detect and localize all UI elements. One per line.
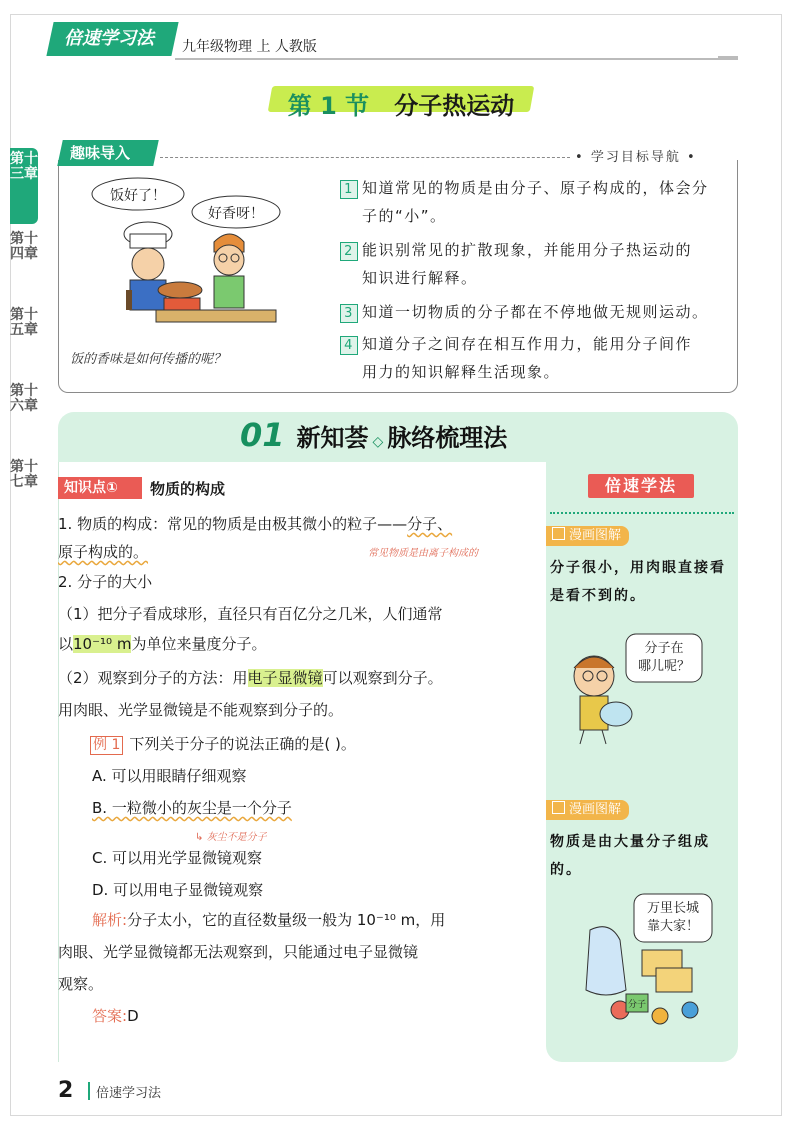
knowledge-point-title: 物质的构成	[150, 480, 226, 498]
analysis-cont: 肉眼、光学显微镜都无法观察到，只能通过电子显微镜	[58, 943, 419, 961]
footer-text: 倍速学习法	[96, 1086, 162, 1101]
example-question: 例 1 下列关于分子的说法正确的是( )。	[90, 734, 574, 755]
svg-text:分子在: 分子在	[644, 641, 684, 656]
svg-text:分子: 分子	[627, 1000, 647, 1010]
sidebar-divider	[550, 512, 734, 514]
speech-bubble-1: 饭好了！	[110, 188, 166, 204]
chapter-tab-14[interactable]: 第十四章	[10, 231, 38, 262]
heading-molecule-size: 2. 分子的大小	[58, 573, 153, 591]
svg-text:靠大家！: 靠大家！	[646, 919, 700, 934]
intro-divider	[160, 157, 570, 158]
banner-title: 01 新知荟 ◇ 脉络梳理法	[240, 416, 508, 454]
paragraph-2-cont: 以10⁻¹⁰ m为单位来量度分子。	[58, 635, 267, 653]
speech-bubble-2: 好香呀！	[208, 206, 264, 222]
section-number: 第 1 节	[287, 92, 370, 120]
comic-tag-1: 漫画图解	[546, 526, 629, 546]
paragraph-1: 1. 物质的构成：常见的物质是由极其微小的粒子——分子、	[58, 515, 453, 533]
option-c[interactable]: C. 可以用光学显微镜观察	[92, 849, 263, 867]
comic1-text: 分子很小，用肉眼直接看是看不到的。	[550, 560, 726, 604]
section-name: 分子热运动	[394, 92, 515, 120]
goal-item: 4 知道分子之间存在相互作用力，能用分子间作 用力的知识解释生活现象。	[340, 330, 732, 386]
molecules-cartoon	[560, 890, 730, 1040]
goal-item: 3 知道一切物质的分子都在不停地做无规则运动。	[340, 298, 732, 326]
chapter-tab-16[interactable]: 第十六章	[10, 383, 38, 414]
chapter-tab-13[interactable]: 第十三章	[10, 148, 38, 224]
footer-bar	[88, 1082, 90, 1100]
goal-item: 1 知道常见的物质是由分子、原子构成的，体会分 子的“小”。	[340, 174, 732, 230]
answer: 答案:D	[92, 1007, 139, 1025]
knowledge-point-badge: 知识点①	[58, 477, 142, 499]
intro-label: 趣味导入	[57, 140, 159, 166]
sidebar-title: 倍速学法	[604, 476, 677, 495]
paragraph-1-cont: 原子构成的。	[58, 543, 149, 561]
brand-logo: 倍速学习法	[46, 22, 178, 56]
svg-text:万里长城: 万里长城	[646, 901, 700, 916]
svg-text:哪儿呢？: 哪儿呢？	[637, 659, 691, 674]
header-divider-end	[718, 56, 738, 60]
cooking-cartoon	[68, 172, 318, 342]
margin-note-2: ↳ 灰尘不是分子	[195, 832, 267, 843]
paragraph-3: （2）观察到分子的方法：用电子显微镜可以观察到分子。	[58, 669, 443, 687]
book-subtitle: 九年级物理 上 人教版	[182, 39, 317, 55]
chapter-tab-15[interactable]: 第十五章	[10, 307, 38, 338]
comic2-text: 物质是由大量分子组成的。	[550, 834, 710, 878]
paragraph-3-cont: 用肉眼、光学显微镜是不能观察到分子的。	[58, 701, 344, 719]
analysis: 解析:分子太小，它的直径数量级一般为 10⁻¹⁰ m，用	[92, 911, 446, 929]
goal-item: 2 能识别常见的扩散现象，并能用分子热运动的 知识进行解释。	[340, 236, 732, 292]
microscope-kid-cartoon	[550, 630, 734, 750]
intro-caption: 饭的香味是如何传播的呢？	[70, 352, 227, 367]
header-divider	[175, 58, 735, 60]
margin-note-1: 常见物质是由离子构成的	[368, 548, 478, 559]
option-a[interactable]: A. 可以用眼睛仔细观察	[92, 767, 247, 785]
option-b[interactable]: B. 一粒微小的灰尘是一个分子	[92, 799, 292, 817]
section-title	[270, 86, 532, 121]
chapter-tab-17[interactable]: 第十七章	[10, 459, 38, 490]
page-number: 2	[58, 1078, 74, 1103]
comic-tag-2: 漫画图解	[546, 800, 629, 820]
paragraph-2: （1）把分子看成球形，直径只有百亿分之几米，人们通常	[58, 605, 443, 623]
goals-label: • 学习目标导航 •	[575, 150, 697, 165]
analysis-end: 观察。	[58, 975, 104, 993]
option-d[interactable]: D. 可以用电子显微镜观察	[92, 881, 264, 899]
